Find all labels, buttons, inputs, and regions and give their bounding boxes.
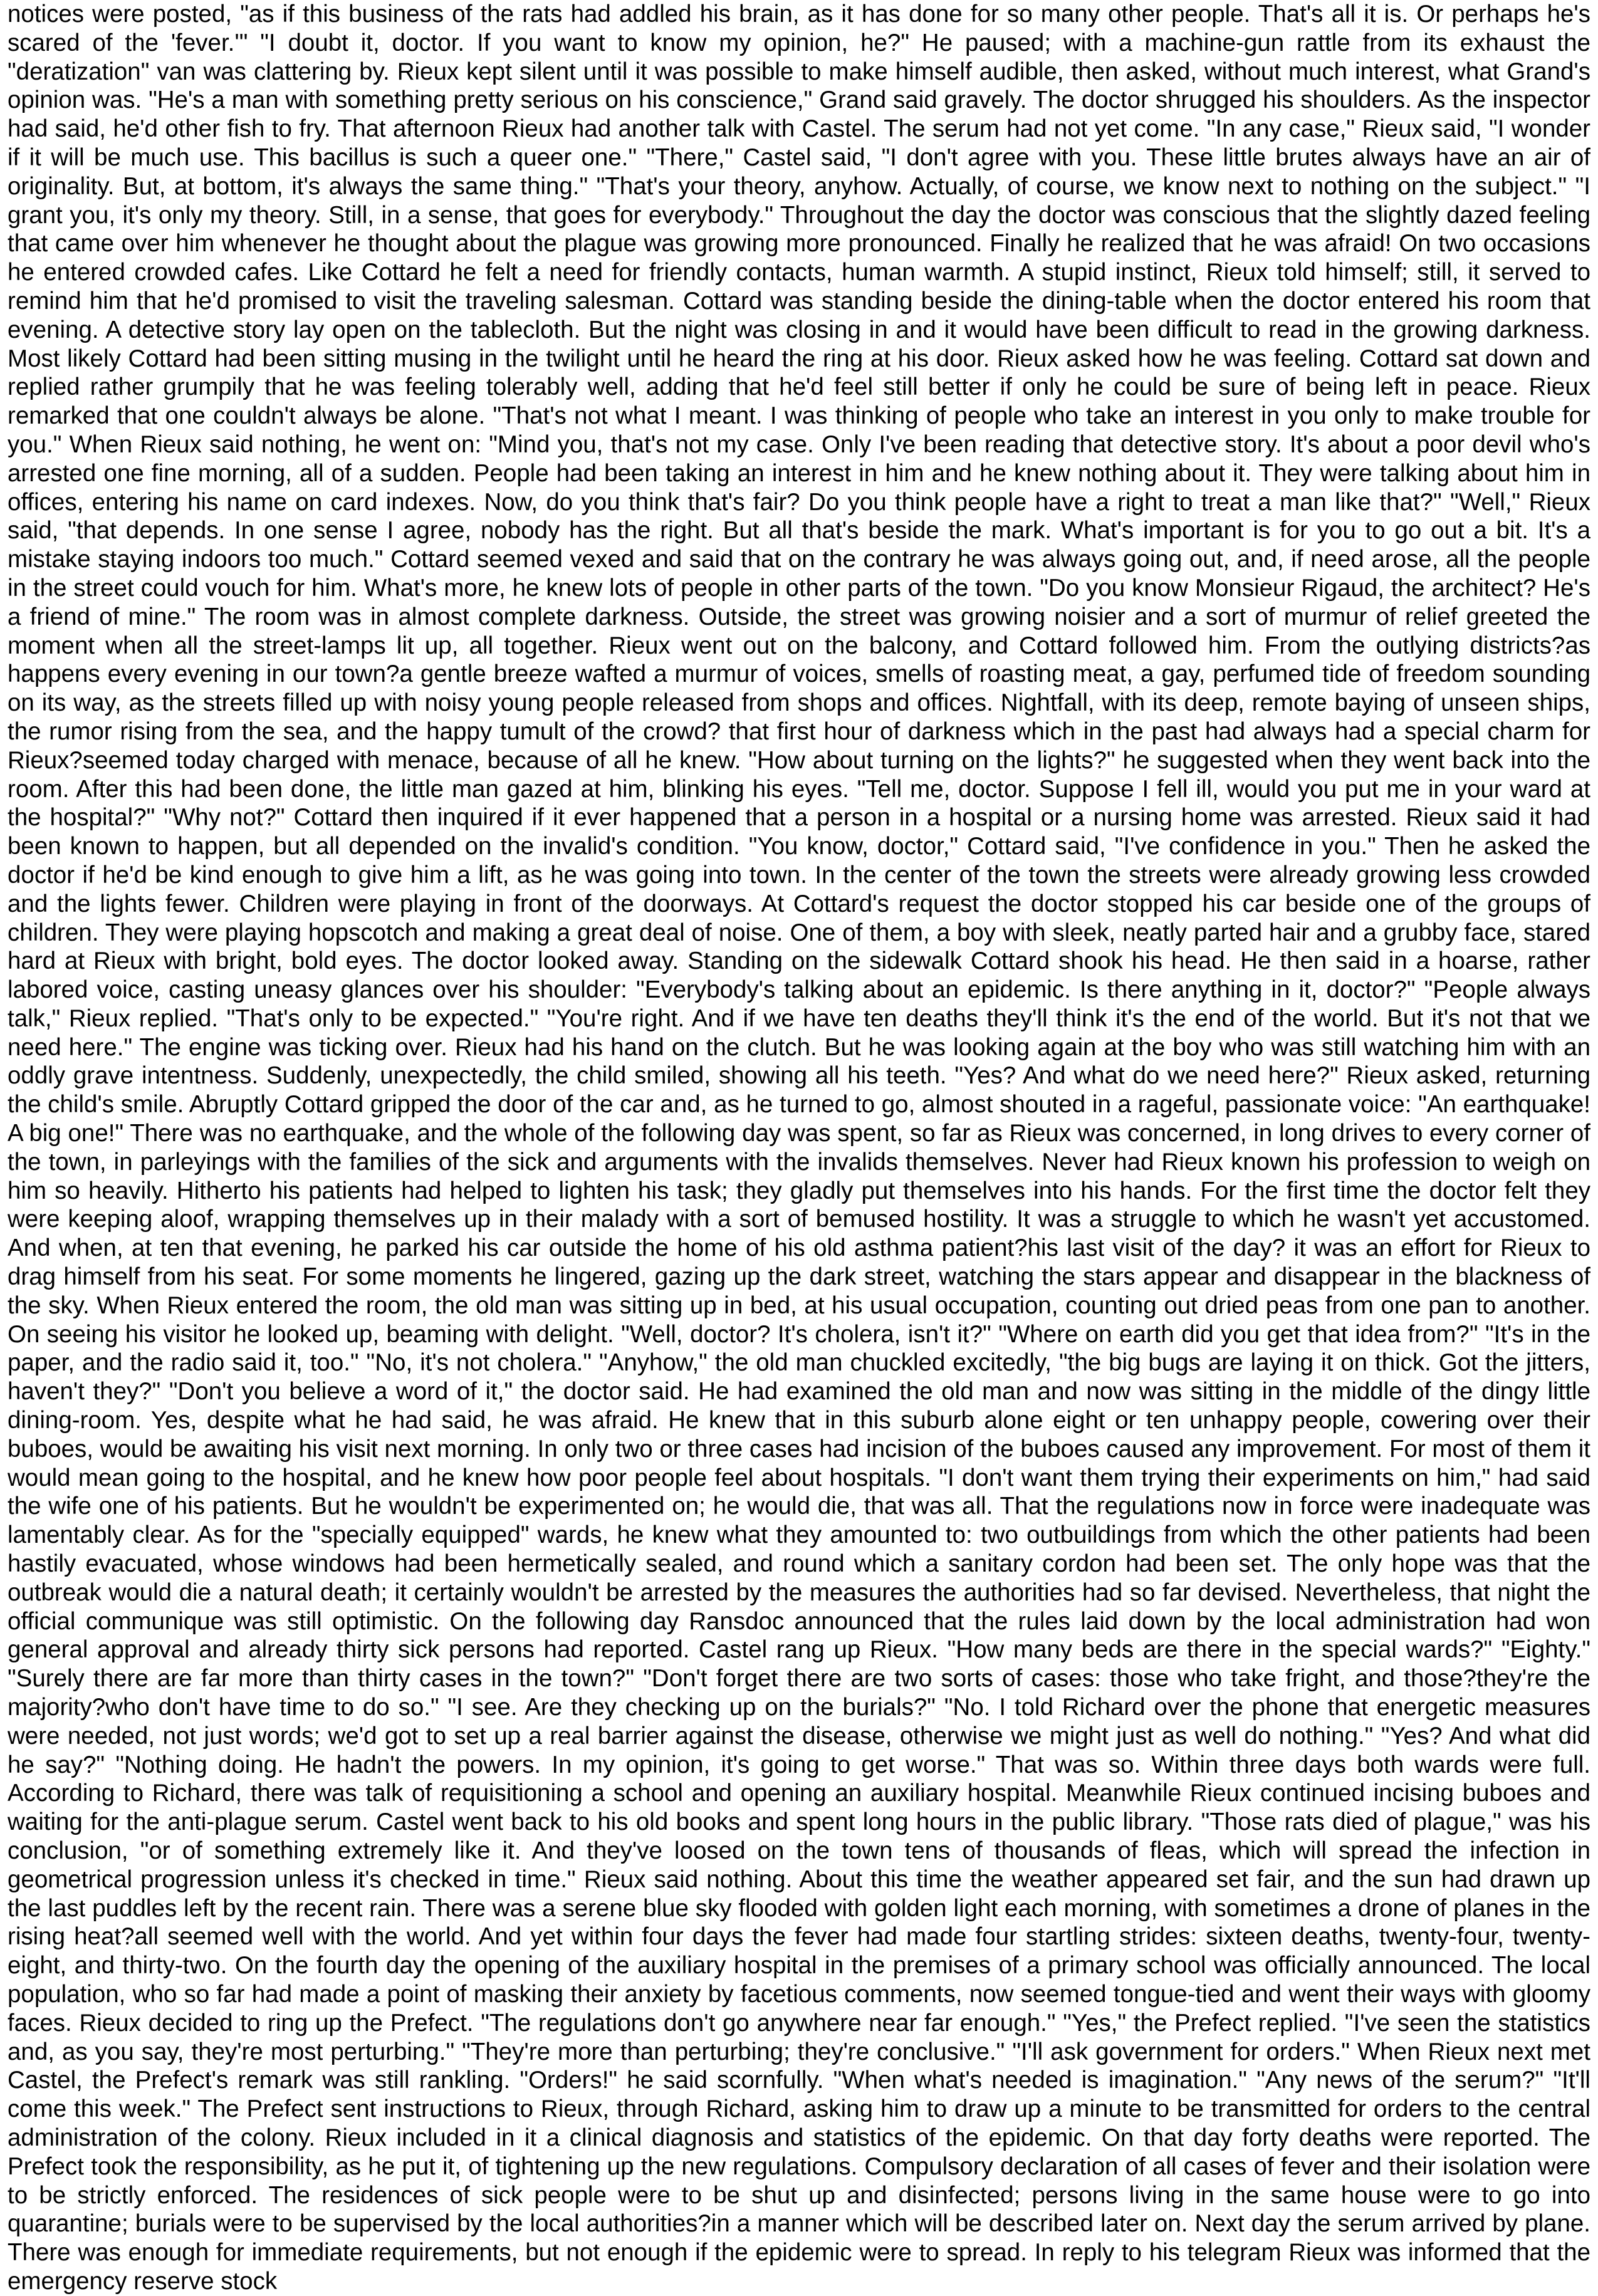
body-paragraph: notices were posted, "as if this business of the rats had addled his brain, as it has done for so many other people. That's all it is. Or perhaps he's scared of the 'fever.'" "I doubt it, doctor. If you want to know my opinion, he?" He paused; with a machine-gun rattle from its exhaust the "deratization" van was clattering by. Rieux kept silent until it was possible to make himself audible, then asked, without much interest, what Grand's opinion was. "He's a man with something pretty serious on his conscience," Grand said gravely. The doctor shrugged his shoulders. As the inspector had said, he'd other fish to fry. That afternoon Rieux had another talk with Castel. The serum had not yet come. "In any case," Rieux said, "I wonder if it will be much use. This bacillus is such a queer one." "There," Castel said, "I don't agree with you. These little brutes always have an air of originality. But, at bottom, it's always the same thing." "That's your theory, anyhow. Actually, of course, we know next to nothing on the subject." "I grant you, it's only my theory. Still, in a sense, that goes for everybody." Throughout the day the doctor was conscious that the slightly dazed feeling that came over him whenever he thought about the plague was growing more pronounced. Finally he realized that he was afraid! On two occasions he entered crowded cafes. Like Cottard he felt a need for friendly contacts, human warmth. A stupid instinct, Rieux told himself; still, it served to remind him that he'd promised to visit the traveling salesman. Cottard was standing beside the dining-table when the doctor entered his room that evening. A detective story lay open on the tablecloth. But the night was closing in and it would have been difficult to read in the growing darkness. Most likely Cottard had been sitting musing in the twilight until he heard the ring at his door. Rieux asked how he was feeling. Cottard sat down and replied rather grumpily that he was feeling tolerably well, adding that he'd feel still better if only he could be sure of being left in peace. Rieux remarked that one couldn't always be alone. "That's not what I meant. I was thinking of people who take an interest in you only to make trouble for you." When Rieux said nothing, he went on: "Mind you, that's not my case. Only I've been reading that detective story. It's about a poor devil who's arrested one fine morning, all of a sudden. People had been taking an interest in him and he knew nothing about it. They were talking about him in offices, entering his name on card indexes. Now, do you think that's fair? Do you think people have a right to treat a man like that?" "Well," Rieux said, "that depends. In one sense I agree, nobody has the right. But all that's beside the mark. What's important is for you to go out a bit. It's a mistake staying indoors too much." Cottard seemed vexed and said that on the contrary he was always going out, and, if need arose, all the people in the street could vouch for him. What's more, he knew lots of people in other parts of the town. "Do you know Monsieur Rigaud, the architect? He's a friend of mine." The room was in almost complete darkness. Outside, the street was growing noisier and a sort of murmur of relief greeted the moment when all the street-lamps lit up, all together. Rieux went out on the balcony, and Cottard followed him. From the outlying districts?as happens every evening in our town?a gentle breeze wafted a murmur of voices, smells of roasting meat, a gay, perfumed tide of freedom sounding on its way, as the streets filled up with noisy young people released from shops and offices. Nightfall, with its deep, remote baying of unseen ships, the rumor rising from the sea, and the happy tumult of the crowd? that first hour of darkness which in the past had always had a special charm for Rieux?seemed today charged with menace, because of all he knew. "How about turning on the lights?" he suggested when they went back into the room. After this had been done, the little man gazed at him, blinking his eyes. "Tell me, doctor. Suppose I fell ill, would you put me in your ward at the hospital?" "Why not?" Cottard then inquired if it ever happened that a person in a hospital or a nursing home was arrested. Rieux said it had been known to happen, but all depended on the invalid's condition. "You know, doctor," Cottard said, "I've confidence in you." Then he asked the doctor if he'd be kind enough to give him a lift, as he was going into town. In the center of the town the streets were already growing less crowded and the lights fewer. Children were playing in front of the doorways. At Cottard's request the doctor stopped his car beside one of the groups of children. They were playing hopscotch and making a great deal of noise. One of them, a boy with sleek, neatly parted hair and a grubby face, stared hard at Rieux with bright, bold eyes. The doctor looked away. Standing on the sidewalk Cottard shook his head. He then said in a hoarse, rather labored voice, casting uneasy glances over his shoulder: "Everybody's talking about an epidemic. Is there anything in it, doctor?" "People always talk," Rieux replied. "That's only to be expected." "You're right. And if we have ten deaths they'll think it's the end of the world. But it's not that we need here." The engine was ticking over. Rieux had his hand on the clutch. But he was looking again at the boy who was still watching him with an oddly grave intentness. Suddenly, unexpectedly, the child smiled, showing all his teeth. "Yes? And what do we need here?" Rieux asked, returning the child's smile. Abruptly Cottard gripped the door of the car and, as he turned to go, almost shouted in a rageful, passionate voice: "An earthquake! A big one!" There was no earthquake, and the whole of the following day was spent, so far as Rieux was concerned, in long drives to every corner of the town, in parleyings with the families of the sick and arguments with the invalids themselves. Never had Rieux known his profession to weigh on him so heavily. Hitherto his patients had helped to lighten his task; they gladly put themselves into his hands. For the first time the doctor felt they were keeping aloof, wrapping themselves up in their malady with a sort of bemused hostility. It was a struggle to which he wasn't yet accustomed. And when, at ten that evening, he parked his car outside the home of his old asthma patient?his last visit of the day? it was an effort for Rieux to drag himself from his seat. For some moments he lingered, gazing up the dark street, watching the stars appear and disappear in the blackness of the sky. When Rieux entered the room, the old man was sitting up in bed, at his usual occupation, counting out dried peas from one pan to another. On seeing his visitor he looked up, beaming with delight. "Well, doctor? It's cholera, isn't it?" "Where on earth did you get that idea from?" "It's in the paper, and the radio said it, too." "No, it's not cholera." "Anyhow," the old man chuckled excitedly, "the big bugs are laying it on thick. Got the jitters, haven't they?" "Don't you believe a word of it," the doctor said. He had examined the old man and now was sitting in the middle of the dingy little dining-room. Yes, despite what he had said, he was afraid. He knew that in this suburb alone eight or ten unhappy people, cowering over their buboes, would be awaiting his visit next morning. In only two or three cases had incision of the buboes caused any improvement. For most of them it would mean going to the hospital, and he knew how poor people feel about hospitals. "I don't want them trying their experiments on him," had said the wife one of his patients. But he wouldn't be experimented on; he would die, that was all. That the regulations now in force were inadequate was lamentably clear. As for the "specially equipped" wards, he knew what they amounted to: two outbuildings from which the other patients had been hastily evacuated, whose windows had been hermetically sealed, and round which a sanitary cordon had been set. The only hope was that the outbreak would die a natural death; it certainly wouldn't be arrested by the measures the authorities had so far devised. Nevertheless, that night the official communique was still optimistic. On the following day Ransdoc announced that the rules laid down by the local administration had won general approval and already thirty sick persons had reported. Castel rang up Rieux. "How many beds are there in the special wards?" "Eighty." "Surely there are far more than thirty cases in the town?" "Don't forget there are two sorts of cases: those who take fright, and those?they're the majority?who don't have time to do so." "I see. Are they checking up on the burials?" "No. I told Richard over the phone that energetic measures were needed, not just words; we'd got to set up a real barrier against the disease, otherwise we might just as well do nothing." "Yes? And what did he say?" "Nothing doing. He hadn't the powers. In my opinion, it's going to get worse." That was so. Within three days both wards were full. According to Richard, there was talk of requisitioning a school and opening an auxiliary hospital. Meanwhile Rieux continued incising buboes and waiting for the anti-plague serum. Castel went back to his old books and spent long hours in the public library. "Those rats died of plague," was his conclusion, "or of something extremely like it. And they've loosed on the town tens of thousands of fleas, which will spread the infection in geometrical progression unless it's checked in time." Rieux said nothing. About this time the weather appeared set fair, and the sun had drawn up the last puddles left by the recent rain. There was a serene blue sky flooded with golden light each morning, with sometimes a drone of planes in the rising heat?all seemed well with the world. And yet within four days the fever had made four startling strides: sixteen deaths, twenty-four, twenty-eight, and thirty-two. On the fourth day the opening of the auxiliary hospital in the premises of a primary school was officially announced. The local population, who so far had made a point of masking their anxiety by facetious comments, now seemed tongue-tied and went their ways with gloomy faces. Rieux decided to ring up the Prefect. "The regulations don't go anywhere near far enough." "Yes," the Prefect replied. "I've seen the statistics and, as you say, they're most perturbing." "They're more than perturbing; they're conclusive." "I'll ask government for orders." When Rieux next met Castel, the Prefect's remark was still rankling. "Orders!" he said scornfully. "When what's needed is imagination." "Any news of the serum?" "It'll come this week." The Prefect sent instructions to Rieux, through Richard, asking him to draw up a minute to be transmitted for orders to the central administration of the colony. Rieux included in it a clinical diagnosis and statistics of the epidemic. On that day forty deaths were reported. The Prefect took the responsibility, as he put it, of tightening up the new regulations. Compulsory declaration of all cases of fever and their isolation were to be strictly enforced. The residences of sick people were to be shut up and disinfected; persons living in the same house were to go into quarantine; burials were to be supervised by the local authorities?in a manner which will be described later on. Next day the serum arrived by plane. There was enough for immediate requirements, but not enough if the epidemic were to spread. In reply to his telegram Rieux was informed that the emergency reserve stock — [8, 1, 1590, 2295]
document-page — [8, 0, 1590, 2295]
